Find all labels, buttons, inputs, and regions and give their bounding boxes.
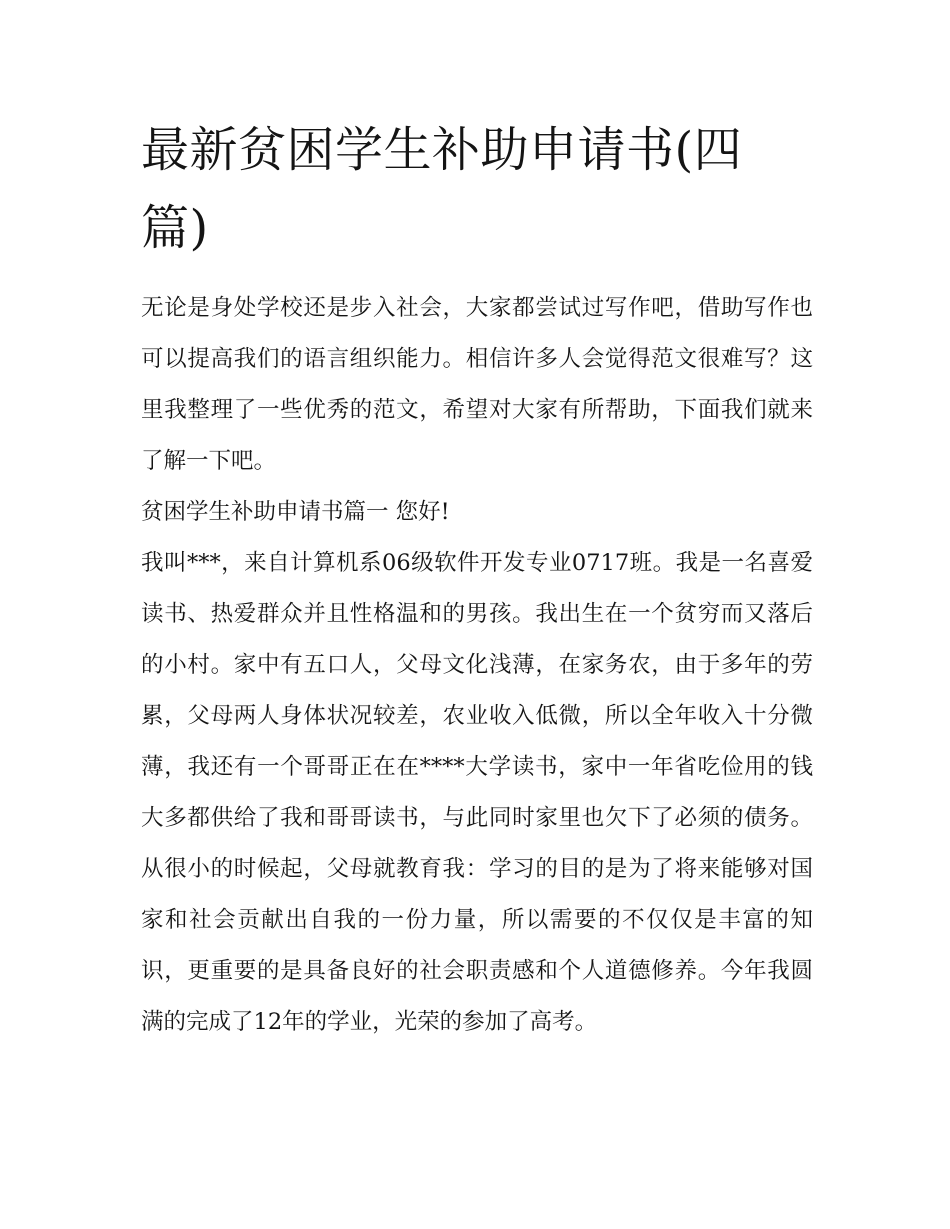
section-heading: 贫困学生补助申请书篇一 您好! bbox=[141, 499, 450, 525]
document-content bbox=[141, 111, 813, 1048]
body-paragraph: 我叫***，来自计算机系06级软件开发专业0717班。我是一名喜爱读书、热爱群众并且性格温和的男孩。我出生在一个贫穷而又落后的小村。家中有五口人，父母文化浅薄，在家务农，由于多年的劳累，父母两人身体状况较差，农业收入低微，所以全年收入十分微薄，我还有一个哥哥正在在****大学读书，家中一年省吃俭用的钱大多都供给了我和哥哥读书，与此同时家里也欠下了必须的债务。从很小的时候起，父母就教育我：学习的目的是为了将来能够对国家和社会贡献出自我的一份力量，所以需要的不仅仅是丰富的知识，更重要的是具备良好的社会职责感和个人道德修养。今年我圆满的完成了12年的学业，光荣的参加了高考。 bbox=[141, 550, 813, 1035]
intro-paragraph: 无论是身处学校还是步入社会，大家都尝试过写作吧，借助写作也可以提高我们的语言组织能力。相信许多人会觉得范文很难写？这里我整理了一些优秀的范文，希望对大家有所帮助，下面我们就来了解一下吧。 bbox=[141, 295, 813, 474]
document-title: 最新贫困学生补助申请书(四篇) bbox=[141, 122, 743, 256]
